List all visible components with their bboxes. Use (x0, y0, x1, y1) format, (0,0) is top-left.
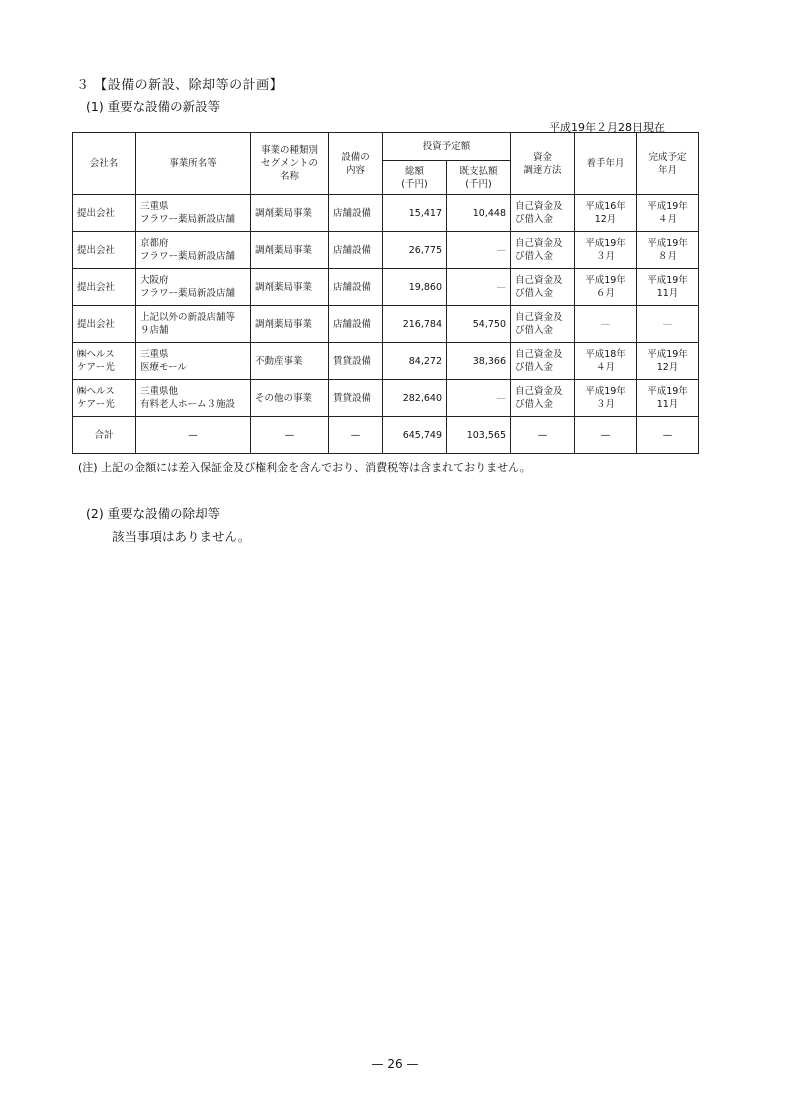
cell-facility: 店舗設備 (329, 269, 383, 306)
header-company: 会社名 (73, 133, 136, 195)
cell-funding: 自己資金及 び借入金 (511, 343, 575, 380)
table-total-row (73, 417, 699, 454)
cell-completion: 平成19年 ４月 (637, 195, 699, 232)
cell-facility: 店舗設備 (329, 232, 383, 269)
cell-company: 提出会社 (73, 306, 136, 343)
no-items-text: 該当事項はありません。 (112, 529, 251, 544)
cell-company: 提出会社 (73, 195, 136, 232)
cell-office: 三重県 フラワー薬局新設店舗 (136, 195, 251, 232)
cell-company: ㈱ヘルス ケアー光 (73, 343, 136, 380)
cell-funding: — (511, 417, 575, 454)
cell-completion: 平成19年 11月 (637, 380, 699, 417)
subsection-title-new-facilities: (1) 重要な設備の新設等 (86, 99, 221, 114)
cell-paid: — (447, 269, 511, 306)
cell-paid: 38,366 (447, 343, 511, 380)
cell-funding: 自己資金及 び借入金 (511, 195, 575, 232)
cell-funding: 自己資金及 び借入金 (511, 269, 575, 306)
cell-office: 三重県 医療モール (136, 343, 251, 380)
table-row (73, 269, 699, 306)
cell-office: 京都府 フラワー薬局新設店舗 (136, 232, 251, 269)
as-of-date: 平成19年２月28日現在 (549, 121, 665, 134)
table-row (73, 195, 699, 232)
cell-segment: 調剤薬局事業 (251, 269, 329, 306)
cell-funding: 自己資金及 び借入金 (511, 232, 575, 269)
cell-segment: — (251, 417, 329, 454)
cell-office: 上記以外の新設店舗等 ９店舗 (136, 306, 251, 343)
header-segment: 事業の種類別 セグメントの 名称 (251, 133, 329, 195)
cell-company: ㈱ヘルス ケアー光 (73, 380, 136, 417)
cell-completion: 平成19年 ８月 (637, 232, 699, 269)
cell-office: 三重県他 有料老人ホーム３施設 (136, 380, 251, 417)
cell-start: 平成16年 12月 (575, 195, 637, 232)
cell-completion: — (637, 417, 699, 454)
cell-office: — (136, 417, 251, 454)
header-funding: 資金 調達方法 (511, 133, 575, 195)
cell-facility: 店舗設備 (329, 195, 383, 232)
cell-facility: 賃貸設備 (329, 380, 383, 417)
cell-facility: — (329, 417, 383, 454)
cell-paid: — (447, 380, 511, 417)
facility-plan-table (72, 132, 699, 454)
subsection-title-disposal: (2) 重要な設備の除却等 (86, 506, 221, 521)
header-total-amount: 総額 (千円) (383, 161, 447, 195)
cell-company: 提出会社 (73, 232, 136, 269)
cell-total: 26,775 (383, 232, 447, 269)
cell-total: 19,860 (383, 269, 447, 306)
cell-completion: 平成19年 11月 (637, 269, 699, 306)
cell-facility: 店舗設備 (329, 306, 383, 343)
cell-paid: — (447, 232, 511, 269)
cell-segment: 調剤薬局事業 (251, 232, 329, 269)
cell-total: 15,417 (383, 195, 447, 232)
header-office: 事業所名等 (136, 133, 251, 195)
header-facility: 設備の 内容 (329, 133, 383, 195)
cell-completion: 平成19年 12月 (637, 343, 699, 380)
cell-facility: 賃貸設備 (329, 343, 383, 380)
cell-segment: 不動産事業 (251, 343, 329, 380)
table-row (73, 232, 699, 269)
cell-total: 645,749 (383, 417, 447, 454)
page-number: — 26 — (371, 1057, 419, 1071)
cell-segment: 調剤薬局事業 (251, 306, 329, 343)
cell-total: 216,784 (383, 306, 447, 343)
cell-office: 大阪府 フラワー薬局新設店舗 (136, 269, 251, 306)
header-completion: 完成予定 年月 (637, 133, 699, 195)
cell-start: 平成19年 ６月 (575, 269, 637, 306)
cell-funding: 自己資金及 び借入金 (511, 380, 575, 417)
cell-start: 平成19年 ３月 (575, 232, 637, 269)
cell-paid: 10,448 (447, 195, 511, 232)
cell-total: 84,272 (383, 343, 447, 380)
cell-paid: 103,565 (447, 417, 511, 454)
cell-total: 282,640 (383, 380, 447, 417)
cell-start: — (575, 306, 637, 343)
cell-completion: — (637, 306, 699, 343)
table-footnote: (注) 上記の金額には差入保証金及び権利金を含んでおり、消費税等は含まれておりません。 (78, 461, 531, 474)
cell-start: 平成19年 ３月 (575, 380, 637, 417)
cell-paid: 54,750 (447, 306, 511, 343)
header-paid-amount: 既支払額 (千円) (447, 161, 511, 195)
cell-start: 平成18年 ４月 (575, 343, 637, 380)
table-row (73, 380, 699, 417)
cell-total-label: 合計 (73, 417, 136, 454)
table-row (73, 306, 699, 343)
header-start: 着手年月 (575, 133, 637, 195)
table-row (73, 343, 699, 380)
cell-segment: その他の事業 (251, 380, 329, 417)
cell-segment: 調剤薬局事業 (251, 195, 329, 232)
cell-start: — (575, 417, 637, 454)
cell-funding: 自己資金及 び借入金 (511, 306, 575, 343)
section-title: ３ 【設備の新設、除却等の計画】 (76, 78, 284, 93)
header-investment: 投資予定額 (383, 133, 511, 161)
cell-company: 提出会社 (73, 269, 136, 306)
